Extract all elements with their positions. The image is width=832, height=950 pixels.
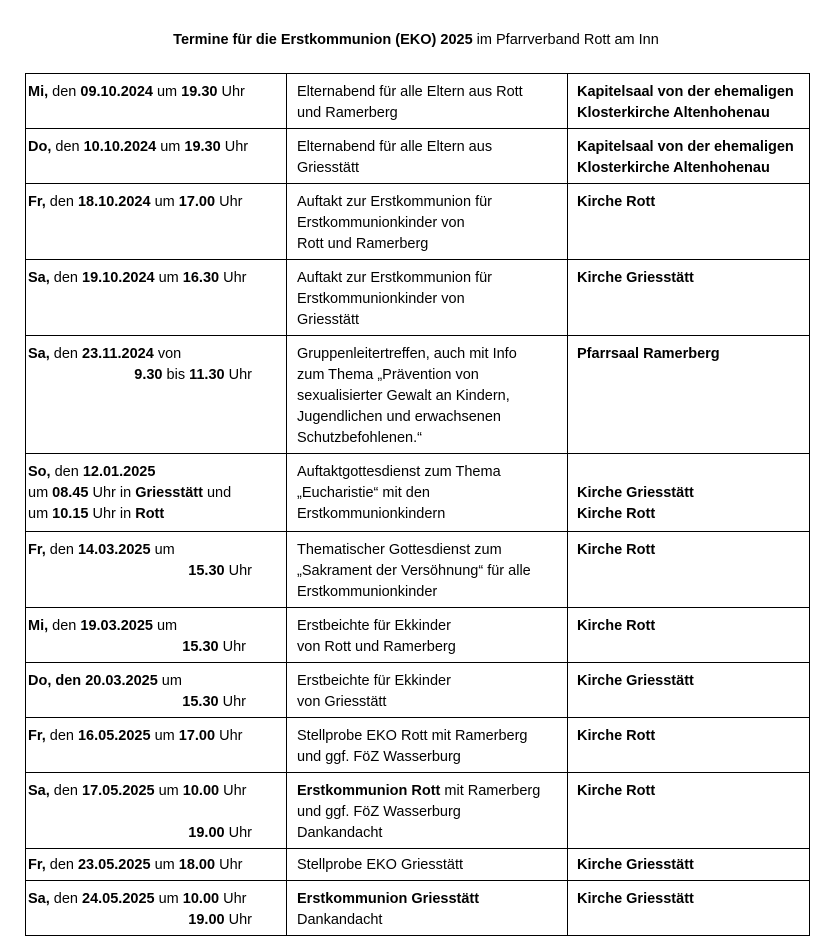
date-cell: Sa, den 24.05.2025 um 10.00 Uhr 19.00 Uhr (26, 881, 287, 936)
table-row (26, 718, 810, 773)
date-cell: Fr, den 23.05.2025 um 18.00 Uhr (26, 849, 287, 881)
table-row (26, 773, 810, 849)
place-cell: Pfarrsaal Ramerberg (568, 336, 810, 454)
event-cell: Erstkommunion Rott mit Ramerberg und ggf. FöZ Wasserburg Dankandacht (287, 773, 568, 849)
page-title (0, 32, 832, 48)
event-cell: Auftaktgottesdienst zum Thema „Eucharistie“ mit den Erstkommunionkindern (287, 454, 568, 532)
place-cell: Kirche Rott (568, 184, 810, 260)
event-cell: Erstbeichte für Ekkinder von Griesstätt (287, 663, 568, 718)
table-row (26, 454, 810, 532)
title-bold: Termine für die Erstkommunion (EKO) 2025 (173, 32, 473, 48)
event-cell: Auftakt zur Erstkommunion für Erstkommunionkinder von Griesstätt (287, 260, 568, 336)
place-cell: Kirche Rott (568, 718, 810, 773)
event-cell: Gruppenleitertreffen, auch mit Info zum Thema „Prävention von sexualisierter Gewalt an Kindern, Jugendlichen und erwachsenen Schutzbefohlenen.“ (287, 336, 568, 454)
event-cell: Erstbeichte für Ekkinder von Rott und Ramerberg (287, 608, 568, 663)
date-cell: Sa, den 23.11.2024 von 9.30 bis 11.30 Uhr (26, 336, 287, 454)
place-cell: Kirche Griesstätt (568, 260, 810, 336)
table-row (26, 663, 810, 718)
date-cell: Sa, den 19.10.2024 um 16.30 Uhr (26, 260, 287, 336)
place-cell: Kirche Rott (568, 532, 810, 608)
event-cell: Elternabend für alle Eltern aus Griesstätt (287, 129, 568, 184)
schedule-table (25, 73, 810, 936)
place-cell: Kapitelsaal von der ehemaligen Klosterkirche Altenhohenau (568, 129, 810, 184)
table-row (26, 260, 810, 336)
date-cell: Fr, den 14.03.2025 um 15.30 Uhr (26, 532, 287, 608)
event-cell: Auftakt zur Erstkommunion für Erstkommunionkinder von Rott und Ramerberg (287, 184, 568, 260)
table-row (26, 881, 810, 936)
date-cell: Do, den 10.10.2024 um 19.30 Uhr (26, 129, 287, 184)
date-cell: Sa, den 17.05.2025 um 10.00 Uhr 19.00 Uhr (26, 773, 287, 849)
place-cell: Kirche Griesstätt Kirche Rott (568, 454, 810, 532)
date-cell: Fr, den 16.05.2025 um 17.00 Uhr (26, 718, 287, 773)
table-row (26, 336, 810, 454)
date-cell: Mi, den 19.03.2025 um 15.30 Uhr (26, 608, 287, 663)
place-cell: Kirche Griesstätt (568, 849, 810, 881)
title-rest: im Pfarrverband Rott am Inn (472, 32, 659, 48)
table-row (26, 608, 810, 663)
event-cell: Stellprobe EKO Rott mit Ramerberg und ggf. FöZ Wasserburg (287, 718, 568, 773)
event-cell: Thematischer Gottesdienst zum „Sakrament der Versöhnung“ für alle Erstkommunionkinder (287, 532, 568, 608)
date-cell: Do, den 20.03.2025 um 15.30 Uhr (26, 663, 287, 718)
date-cell: Mi, den 09.10.2024 um 19.30 Uhr (26, 74, 287, 129)
event-cell: Elternabend für alle Eltern aus Rott und Ramerberg (287, 74, 568, 129)
date-cell: Fr, den 18.10.2024 um 17.00 Uhr (26, 184, 287, 260)
place-cell: Kirche Griesstätt (568, 881, 810, 936)
place-cell: Kirche Rott (568, 608, 810, 663)
table-row (26, 849, 810, 881)
place-cell: Kirche Griesstätt (568, 663, 810, 718)
date-cell: So, den 12.01.2025 um 08.45 Uhr in Griesstätt und um 10.15 Uhr in Rott (26, 454, 287, 532)
event-cell: Stellprobe EKO Griesstätt (287, 849, 568, 881)
event-cell: Erstkommunion Griesstätt Dankandacht (287, 881, 568, 936)
table-row (26, 532, 810, 608)
place-cell: Kirche Rott (568, 773, 810, 849)
table-row (26, 184, 810, 260)
table-row (26, 74, 810, 129)
table-row (26, 129, 810, 184)
place-cell: Kapitelsaal von der ehemaligen Klosterkirche Altenhohenau (568, 74, 810, 129)
